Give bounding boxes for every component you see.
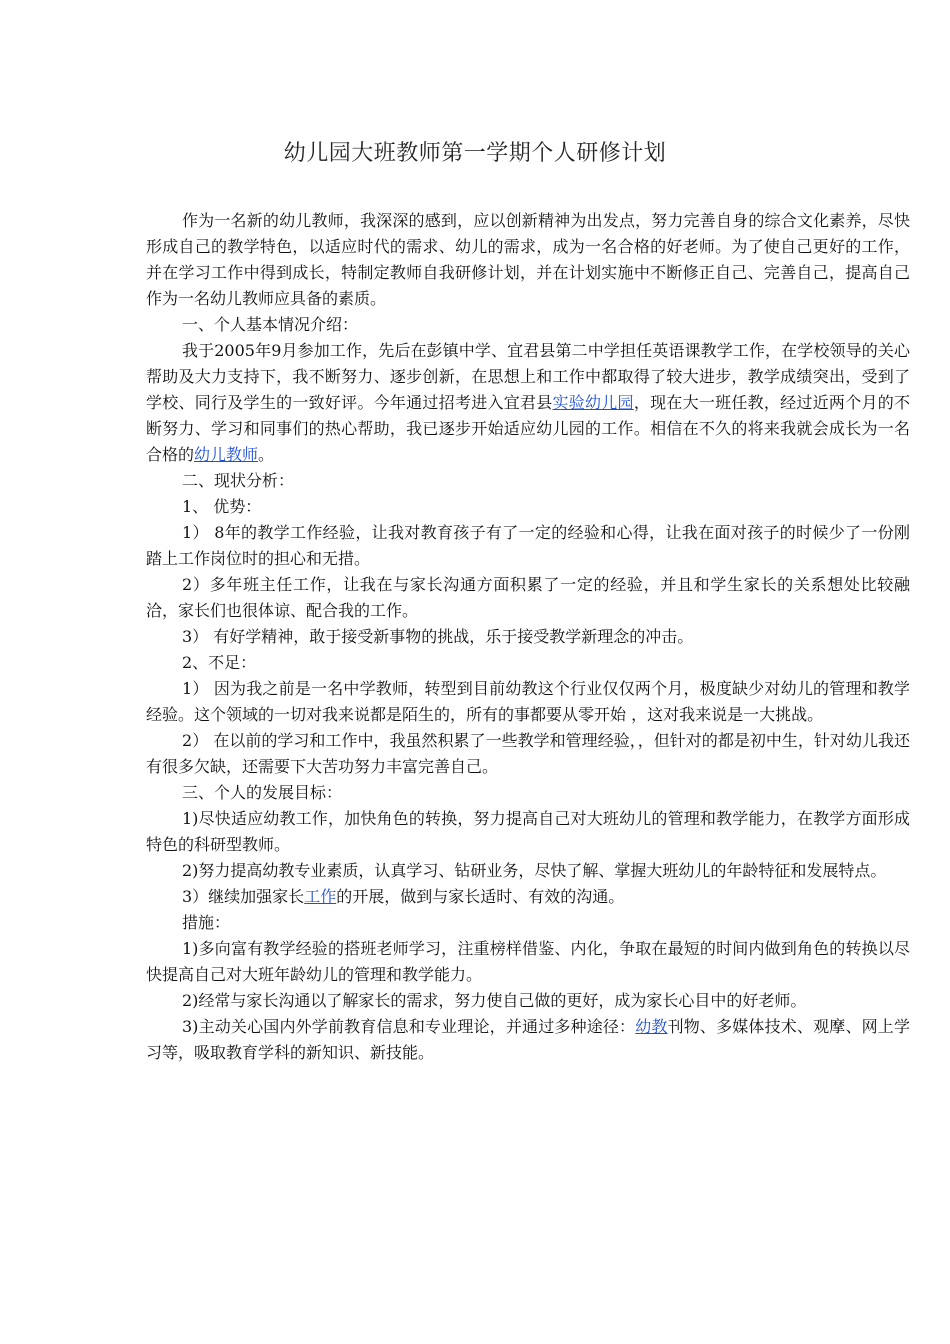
paragraph <box>146 572 910 624</box>
paragraph-text: 2）多年班主任工作，让我在与家长沟通方面积累了一定的经验，并且和学生家长的关系想处比较融洽，家长们也很体谅、配合我的工作。 <box>146 575 910 620</box>
paragraph <box>146 312 910 338</box>
paragraph <box>146 338 910 468</box>
paragraph-text: 我于2005年9月参加工作，先后在彭镇中学、宜君县第二中学担任英语课教学工作，在学校领导的关心帮助及大力支持下，我不断努力、逐步创新，在思想上和工作中都取得了较大进步，教学成绩突出，受到了学校、同行及学生的一致好评。今年通过招考进入宜君县 <box>146 341 910 412</box>
inline-link[interactable]: 工作 <box>304 887 337 906</box>
paragraph-text: ，现在大一班任教，经过近两个月的不断努力、学习和同事们的热心帮助，我已逐步开始适应幼儿园的工作。相信在不久的将来我就会成长为一名合格的 <box>146 393 910 464</box>
paragraph <box>146 728 910 780</box>
paragraph-text: 作为一名新的幼儿教师，我深深的感到，应以创新精神为出发点，努力完善自身的综合文化素养，尽快形成自己的教学特色，以适应时代的需求、幼儿的需求，成为一名合格的好老师。为了使自己更好的工作，并在学习工作中得到成长，特制定教师自我研修计划，并在计划实施中不断修正自己、完善自己，提高自己作为一名幼儿教师应具备的素质。 <box>146 211 910 308</box>
paragraph <box>146 910 910 936</box>
paragraph <box>146 988 910 1014</box>
paragraph-text: 3)主动关心国内外学前教育信息和专业理论，并通过多种途径： <box>182 1017 636 1036</box>
paragraph <box>146 780 910 806</box>
paragraph <box>146 858 910 884</box>
paragraph-text: 二、现状分析： <box>182 471 295 490</box>
paragraph <box>146 208 910 312</box>
paragraph <box>146 676 910 728</box>
inline-link[interactable]: 实验幼儿园 <box>552 393 634 412</box>
inline-link[interactable]: 幼儿教师 <box>194 445 259 464</box>
paragraph-text: 一、个人基本情况介绍： <box>182 315 359 334</box>
paragraph-text: 1)多向富有教学经验的搭班老师学习，注重榜样借鉴、内化，争取在最短的时间内做到角色的转换以尽快提高自己对大班年龄幼儿的管理和教学能力。 <box>146 939 910 984</box>
paragraph-text: 。 <box>258 445 275 464</box>
paragraph-text: 3） 有好学精神，敢于接受新事物的挑战，乐于接受教学新理念的冲击。 <box>182 627 694 646</box>
paragraph-text: 三、个人的发展目标： <box>182 783 343 802</box>
paragraph-text: 1） 8年的教学工作经验，让我对教育孩子有了一定的经验和心得，让我在面对孩子的时候少了一份刚踏上工作岗位时的担心和无措。 <box>146 523 910 568</box>
paragraph-text: 2） 在以前的学习和工作中，我虽然积累了一些教学和管理经验，，但针对的都是初中生，针对幼儿我还有很多欠缺，还需要下大苦功努力丰富完善自己。 <box>146 731 910 776</box>
paragraph <box>146 650 910 676</box>
paragraph-text: 2)经常与家长沟通以了解家长的需求，努力使自己做的更好，成为家长心目中的好老师。 <box>182 991 807 1010</box>
inline-link[interactable]: 幼教 <box>635 1017 668 1036</box>
paragraph-text: 刊物、多媒体技术、观摩、网上学习等，吸取教育学科的新知识、新技能。 <box>146 1017 910 1062</box>
paragraph-text: 2)努力提高幼教专业素质，认真学习、钻研业务，尽快了解、掌握大班幼儿的年龄特征和发展特点。 <box>182 861 887 880</box>
paragraph <box>146 468 910 494</box>
paragraph <box>146 1014 910 1066</box>
paragraph <box>146 806 910 858</box>
paragraph-text: 1、 优势： <box>182 497 262 516</box>
paragraph-text: 2、不足： <box>182 653 257 672</box>
document-title: 幼儿园大班教师第一学期个人研修计划 <box>283 141 667 166</box>
paragraph <box>146 520 910 572</box>
document-body <box>146 208 910 1066</box>
paragraph <box>146 624 910 650</box>
paragraph-text: 的开展，做到与家长适时、有效的沟通。 <box>336 887 625 906</box>
paragraph-text: 1)尽快适应幼教工作，加快角色的转换，努力提高自己对大班幼儿的管理和教学能力，在教学方面形成特色的科研型教师。 <box>146 809 910 854</box>
paragraph <box>146 936 910 988</box>
paragraph-text: 1） 因为我之前是一名中学教师，转型到目前幼教这个行业仅仅两个月，极度缺少对幼儿的管理和教学经验。这个领域的一切对我来说都是陌生的，所有的事都要从零开始 ，这对我来说是一大挑战。 <box>146 679 910 724</box>
paragraph <box>146 494 910 520</box>
paragraph-text: 措施： <box>182 913 231 932</box>
paragraph-text: 3）继续加强家长 <box>182 887 305 906</box>
paragraph <box>146 884 910 910</box>
